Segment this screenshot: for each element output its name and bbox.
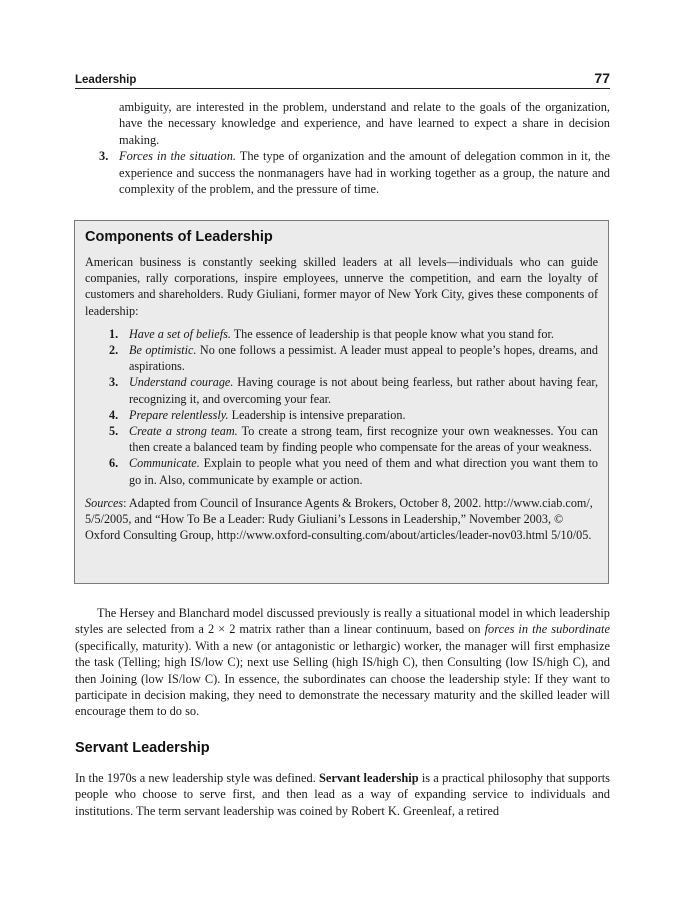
paragraph-italic: forces in the subordinate: [484, 622, 610, 637]
list-item-text: [129, 455, 598, 487]
list-item-term: Prepare relentlessly.: [129, 407, 229, 422]
list-item-text: [129, 326, 598, 342]
list-item-body: The essence of leadership is that people know what you stand for.: [230, 326, 554, 341]
list-item-term: Be optimistic.: [129, 343, 197, 358]
running-head-title: Leadership: [75, 74, 137, 86]
box-intro: American business is constantly seeking skilled leaders at all levels—individuals who can guide companies, rally corporations, inspire employees, unnerve the competition, and earn the loyalty of customers and shareholders. Rudy Giuliani, former mayor of New York City, gives these components of leadership:: [85, 255, 598, 318]
list-item-term: Understand courage.: [129, 375, 234, 390]
list-item: [109, 342, 598, 374]
list-item-text: [129, 423, 598, 455]
list-item-term: Communicate.: [129, 456, 200, 471]
list-item-number: 5.: [109, 424, 119, 439]
list-item: [109, 326, 598, 342]
sources-citation: [85, 495, 598, 544]
header-rule: [75, 88, 610, 89]
list-item-body: The type of organization and the amount of delegation common in it, the experience and success the nonmanagers have had in working together as a group, the nature and complexity of the problem, and the pressure of time.: [119, 149, 610, 197]
list-item: [109, 374, 598, 406]
list-item-text: [119, 148, 610, 197]
list-item-text: [129, 342, 598, 374]
hersey-blanchard-paragraph: [75, 605, 610, 720]
list-item-body: Explain to people what you need of them and what direction you want them to go in. Also, communicate by example or action.: [129, 456, 598, 487]
list-item-number: 1.: [109, 326, 119, 341]
sidebar-box: [74, 220, 609, 584]
box-title: Components of Leadership: [85, 229, 273, 245]
paragraph-text: is a practical philosophy that supports people who choose to serve first, and then lead as a way of expanding service to individuals and institutions. The term servant leadership was coined by Robert K. Greenleaf, a retired: [75, 771, 610, 818]
list-item-text: [129, 374, 598, 406]
list-item: [109, 423, 598, 455]
servant-leadership-paragraph: [75, 770, 610, 819]
paragraph-text: In the 1970s a new leadership style was defined.: [75, 771, 320, 785]
list-item: [109, 407, 598, 423]
paragraph-text: The Hersey and Blanchard model discussed previously is really a situational model in which leadership styles are selected from a 2 × 2 matrix rather than a linear continuum, based on: [75, 606, 610, 637]
list-item-term: Forces in the situation.: [119, 149, 237, 164]
page-number: 77: [594, 70, 610, 86]
list-item-number: 3.: [109, 375, 119, 390]
list-item-body: No one follows a pessimist. A leader must appeal to people’s hopes, dreams, and aspirations.: [129, 343, 598, 374]
list-item-term: Create a strong team.: [129, 424, 238, 439]
list-item-body: Having courage is not about being fearless, but rather about having fear, recognizing it, and overcoming your fear.: [129, 375, 599, 406]
sources-text: : Adapted from Council of Insurance Agents & Brokers, October 8, 2002. http://www.ciab.com/, 5/5/2005, and “How To Be a Leader: Rudy Giuliani’s Lessons in Leadership,” November 2003, © Oxford Consulting Group, http://www.oxford-consulting.com/about/articles/leader-nov03.html 5/10/05.: [85, 495, 593, 543]
section-heading: Servant Leadership: [75, 740, 210, 756]
list-item-number: 3.: [99, 149, 109, 164]
list-item-number: 2.: [109, 343, 119, 358]
sources-label: Sources: [85, 495, 124, 510]
key-term: Servant leadership: [319, 771, 419, 785]
list-item: [109, 455, 598, 487]
paragraph-text: (specifically, maturity). With a new (or antagonistic or lethargic) worker, the manager will first emphasize the task (Telling; high IS/low C); next use Selling (high IS/high C), then Consulting (low IS/high C), and then Joining (low IS/low C). In essence, the subordinates can choose the leadership style: If they want to participate in decision making, they need to demonstrate the necessary maturity and the skilled leader will encourage them to do so.: [75, 638, 610, 719]
list-item-text: [129, 407, 598, 423]
list-item-body: To create a strong team, first recognize your own weaknesses. You can then create a balanced team by finding people who compensate for the areas of your weakness.: [129, 424, 598, 455]
components-list: [85, 326, 598, 488]
continuation-text: [75, 99, 610, 197]
list-item-number: 6.: [109, 456, 119, 471]
list-item-number: 4.: [109, 407, 119, 422]
running-head: [75, 70, 610, 86]
continued-item-text: ambiguity, are interested in the problem, understand and relate to the goals of the organization, have the necessary knowledge and experience, and have learned to expect a share in decision making.: [119, 100, 610, 147]
list-item-term: Have a set of beliefs.: [129, 326, 231, 341]
list-item: [99, 148, 610, 197]
list-item-body: Leadership is intensive preparation.: [228, 407, 406, 422]
